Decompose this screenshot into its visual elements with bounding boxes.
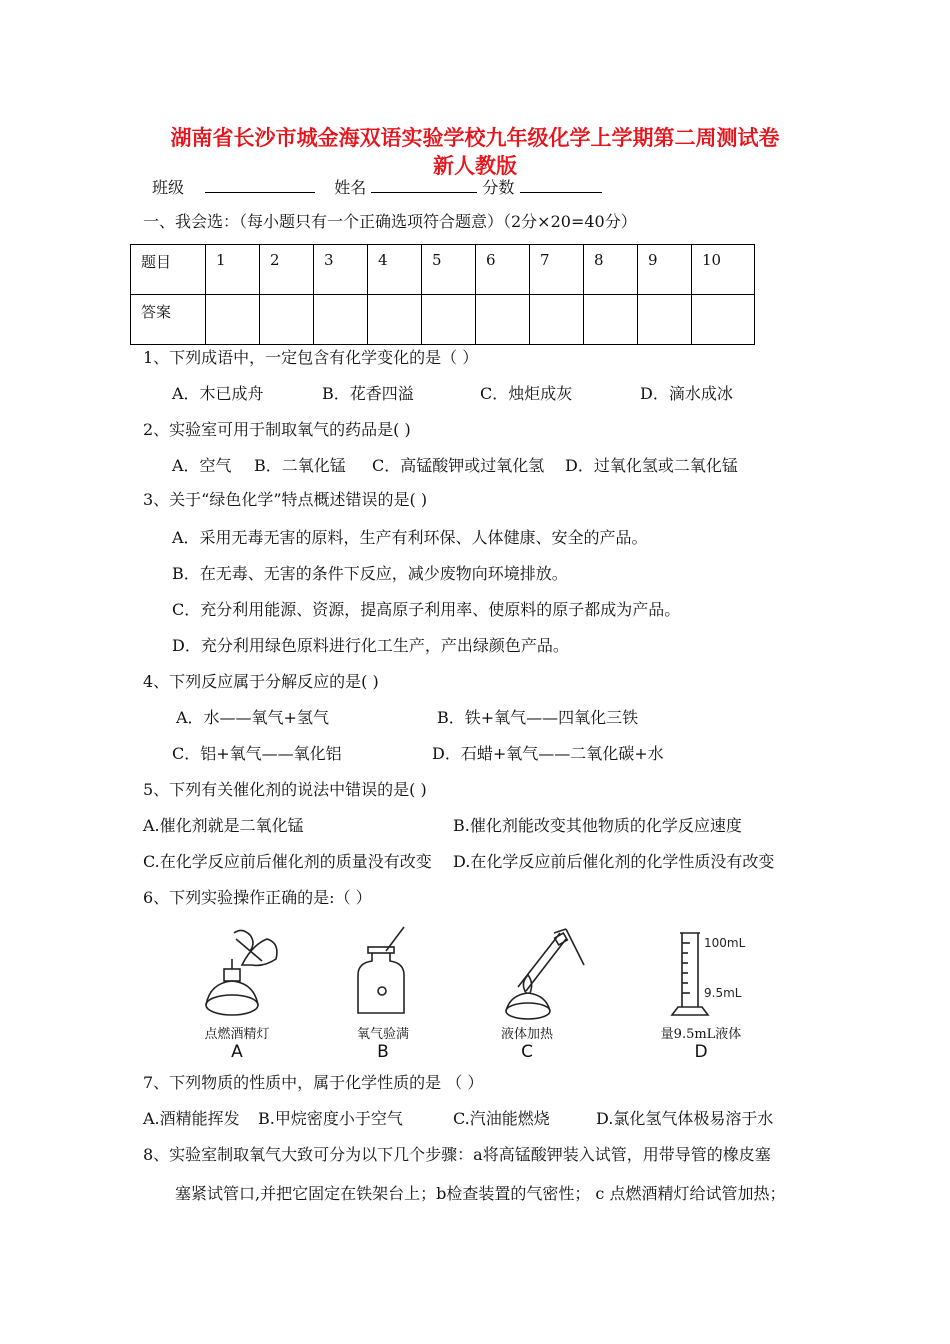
q4-option-d: D．石蜡+氧气——二氧化碳+水 [432,744,664,763]
figure-c-letter: C [521,1042,533,1062]
q5-option-d: D.在化学反应前后催化剂的化学性质没有改变 [453,852,775,871]
answer-table [130,244,755,345]
q2-option-c: C．高锰酸钾或过氧化氢 [372,456,545,475]
section-heading: 一、我会选：（每小题只有一个正确选项符合题意）（2分×20=40分） [143,212,637,231]
figure-d[interactable] [636,925,766,1065]
table-number-cell: 7 [530,245,584,295]
name-blank[interactable] [371,178,477,193]
cylinder-label-bottom: 9.5mL [704,986,742,1000]
q3-option-c: C．充分利用能源、资源，提高原子利用率、使原料的原子都成为产品。 [172,600,681,619]
table-header-cell: 答案 [131,295,206,345]
question-2-stem: 2、实验室可用于制取氧气的药品是( ) [143,420,411,439]
answer-cell[interactable] [314,295,368,345]
figure-a-letter: A [231,1042,243,1062]
figure-b-caption: 氧气验满 [356,1027,409,1042]
q1-option-c: C．烛炬成灰 [480,384,573,403]
q1-option-d: D．滴水成冰 [640,384,733,403]
score-label: 分数 [482,178,515,197]
table-header-cell: 题目 [131,245,206,295]
q7-option-b: B.甲烷密度小于空气 [258,1109,403,1128]
name-label: 姓名 [334,178,367,197]
table-number-cell: 8 [584,245,638,295]
q7-option-d: D.氯化氢气体极易溶于水 [596,1109,774,1128]
question-8-continuation: 塞紧试管口,并把它固定在铁架台上；b检查装置的气密性； c 点燃酒精灯给试管加热； [175,1184,786,1203]
table-row-answers [131,295,755,345]
page-title: 湖南省长沙市城金海双语实验学校九年级化学上学期第二周测试卷 [170,125,780,150]
gas-bottle-icon [318,925,448,1023]
question-4-stem: 4、下列反应属于分解反应的是( ) [143,672,379,691]
figure-c[interactable] [462,925,592,1065]
table-number-cell: 9 [638,245,692,295]
answer-cell[interactable] [260,295,314,345]
test-tube-heating-icon [462,925,592,1023]
figure-b[interactable] [318,925,448,1065]
table-number-cell: 4 [368,245,422,295]
figure-b-letter: B [377,1042,389,1062]
q2-option-a: A．空气 [172,456,232,475]
class-label: 班级 [152,178,185,197]
figure-a-caption: 点燃酒精灯 [204,1027,270,1042]
figure-c-caption: 液体加热 [500,1027,553,1042]
student-info-line [152,178,602,198]
score-blank[interactable] [520,178,602,193]
answer-cell[interactable] [476,295,530,345]
q3-option-d: D．充分利用绿色原料进行化工生产，产出绿颜色产品。 [172,636,569,655]
table-number-cell: 2 [260,245,314,295]
table-number-cell: 1 [206,245,260,295]
question-7-stem: 7、下列物质的性质中，属于化学性质的是 （ ） [143,1073,484,1092]
table-number-cell: 3 [314,245,368,295]
class-blank[interactable] [205,178,315,193]
q7-option-c: C.汽油能燃烧 [453,1109,550,1128]
alcohol-lamp-lighting-icon [172,925,302,1023]
answer-cell[interactable] [530,295,584,345]
q4-option-a: A．水——氧气+氢气 [176,708,329,727]
question-6-stem: 6、下列实验操作正确的是:（ ） [143,888,372,907]
q5-option-b: B.催化剂能改变其他物质的化学反应速度 [453,816,742,835]
question-3-stem: 3、关于“绿色化学”特点概述错误的是( ) [143,490,428,509]
q1-option-a: A．木已成舟 [172,384,264,403]
q2-option-b: B．二氧化锰 [254,456,346,475]
graduated-cylinder-icon [636,925,766,1023]
q1-option-b: B．花香四溢 [322,384,414,403]
table-row-numbers [131,245,755,295]
q7-option-a: A.酒精能挥发 [143,1109,240,1128]
q2-option-d: D．过氧化氢或二氧化锰 [565,456,738,475]
q3-option-a: A．采用无毒无害的原料，生产有利环保、人体健康、安全的产品。 [172,528,648,547]
question-8-stem: 8、实验室制取氧气大致可分为以下几个步骤：a将高锰酸钾装入试管，用带导管的橡皮塞 [143,1145,771,1164]
answer-cell[interactable] [422,295,476,345]
answer-cell[interactable] [584,295,638,345]
figure-a[interactable] [172,925,302,1065]
q5-option-c: C.在化学反应前后催化剂的质量没有改变 [143,852,432,871]
q4-option-b: B．铁+氧气——四氧化三铁 [437,708,639,727]
answer-cell[interactable] [638,295,692,345]
figure-d-caption: 量9.5mL液体 [660,1027,742,1042]
answer-cell[interactable] [206,295,260,345]
q5-option-a: A.催化剂就是二氧化锰 [143,816,304,835]
page-subtitle: 新人教版 [433,153,517,178]
question-5-stem: 5、下列有关催化剂的说法中错误的是( ) [143,780,427,799]
cylinder-label-top: 100mL [704,936,746,950]
question-1-stem: 1、下列成语中，一定包含有化学变化的是（ ） [143,348,479,367]
answer-cell[interactable] [368,295,422,345]
q4-option-c: C．铝+氧气——氧化铝 [172,744,342,763]
figure-d-letter: D [694,1042,708,1062]
answer-cell[interactable] [692,295,755,345]
table-number-cell: 6 [476,245,530,295]
table-number-cell: 5 [422,245,476,295]
table-number-cell: 10 [692,245,755,295]
q3-option-b: B．在无毒、无害的条件下反应，减少废物向环境排放。 [172,564,568,583]
